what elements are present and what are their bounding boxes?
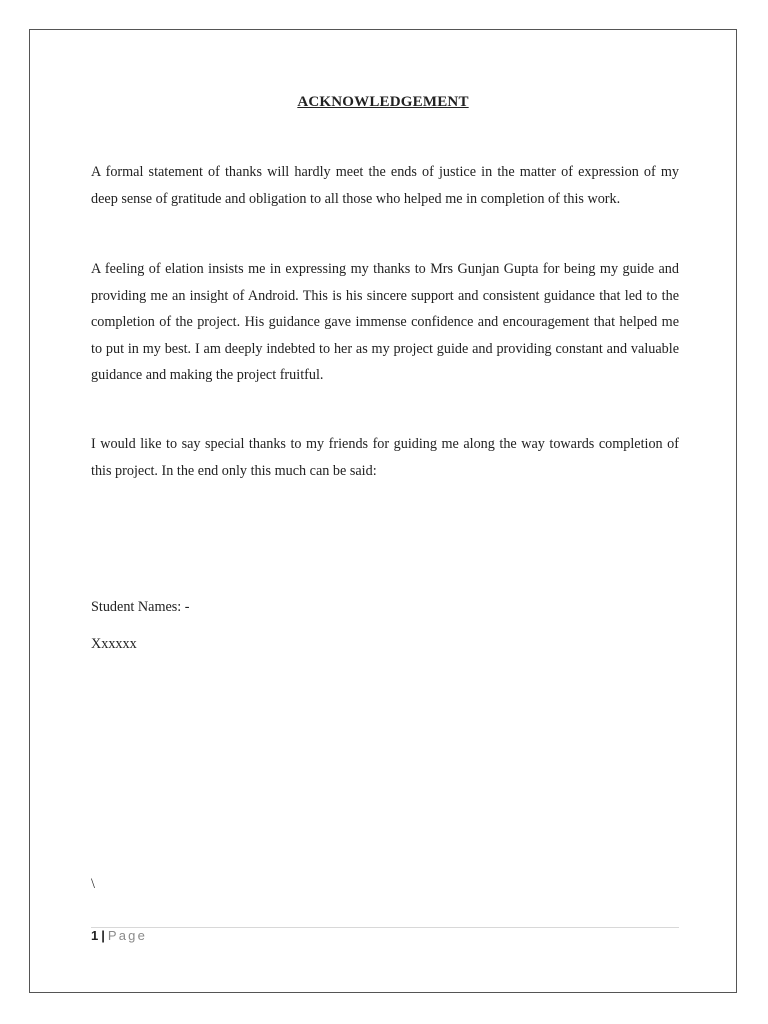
page-footer <box>91 927 147 945</box>
document-title: ACKNOWLEDGEMENT <box>297 94 469 110</box>
paragraph-intro: A formal statement of thanks will hardly meet the ends of justice in the matter of expression of my deep sense of gratitude and obligation to all those who helped me in completion of this work. <box>91 164 679 207</box>
paragraph-guide-thanks: A feeling of elation insists me in expressing my thanks to Mrs Gunjan Gupta for being my guide and providing me an insight of Android. This is his sincere support and consistent guidance that led to the completion of the project. His guidance gave immense confidence and encouragement that helped me to put in my best. I am deeply indebted to her as my project guide and providing constant and valuable guidance and making the project fruitful. <box>91 261 679 383</box>
paragraph-friends-thanks: I would like to say special thanks to my friends for guiding me along the way towards completion of this project. In the end only this much can be said: <box>91 436 679 479</box>
stray-backslash: \ <box>91 876 95 892</box>
page-number: 1 <box>91 928 99 943</box>
student-name: Xxxxxx <box>91 636 137 652</box>
page-label: Page <box>107 928 148 943</box>
footer-separator: | <box>101 928 105 943</box>
student-names-label: Student Names: - <box>91 599 190 615</box>
document-page <box>29 29 737 993</box>
footer-divider <box>91 927 679 928</box>
